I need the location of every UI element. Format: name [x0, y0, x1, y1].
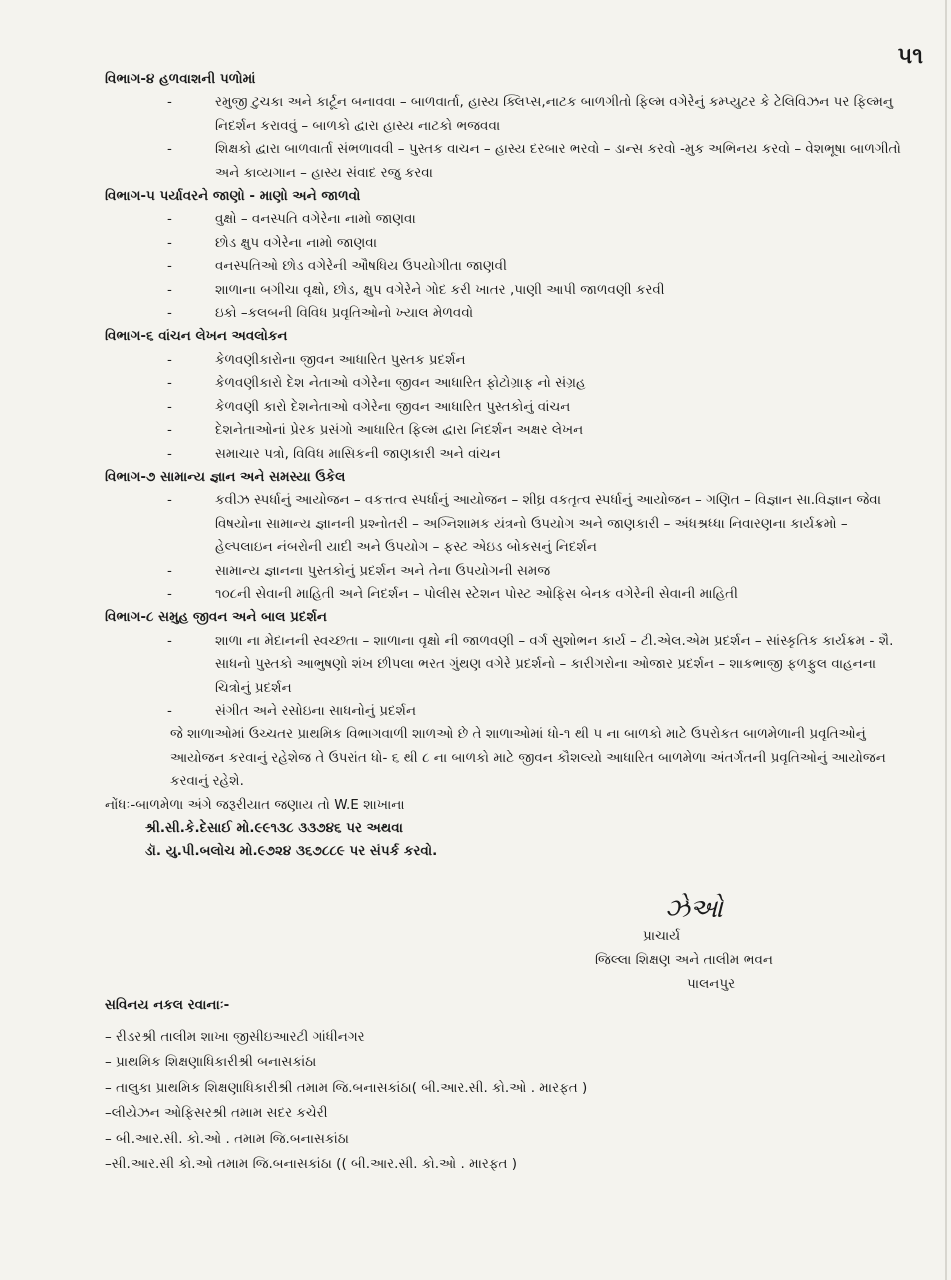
list-item-text: સામાન્ય જ્ઞાનના પુસ્તકોનું પ્રદર્શન અને તેના ઉપયોગની સમજ [215, 562, 551, 579]
list-item [105, 302, 905, 325]
copy-to-item: –લીયેઝન ઓફિસરશ્રી તમામ સદર કચેરી [105, 1105, 328, 1121]
list-item [105, 208, 905, 231]
bullet-dash: - [167, 422, 172, 439]
list-item [105, 419, 905, 442]
list-item-text: શાળાના બગીચા વૃક્ષો, છોડ, ક્ષુપ વગેરેને ગોદ કરી ખાતર ,પાણી આપી જાળવણી કરવી [215, 281, 665, 298]
bullet-dash: - [167, 445, 172, 462]
bullet-dash: - [167, 492, 172, 509]
section-heading: વિભાગ-૭ સામાન્ય જ્ઞાન અને સમસ્યા ઉકેલ [105, 468, 346, 485]
list-item [105, 583, 905, 606]
bullet-dash: - [167, 141, 172, 158]
list-item [105, 489, 905, 559]
note-line: નોંધઃ-બાળમેળા અંગે જરૂરીયાત જણાય તો W.E શાખાના [105, 796, 405, 813]
copy-to-heading: સવિનય નકલ રવાનાઃ- [105, 997, 230, 1013]
list-item-text: શાળા ના મેદાનની સ્વચ્છતા – શાળાના વૃક્ષો ની જાળવણી – વર્ગ સુશોભન કાર્ય – ટી.એલ.એમ પ્રદર્શન – સાંસ્કૃતિક કાર્યક્રમ - શૈ. સાધનો પુસ્તકો આભુષણો શંખ છીપલા ભરત ગુંથણ વગેરે પ્રદર્શનો – કારીગરોના ઓજાર પ્રદર્શન – શાકભાજી ફળફુલ વાહનના ચિત્રોનું પ્રદર્શન [215, 632, 894, 696]
list-item-text: ઇકો –કલબની વિવિધ પ્રવૃતિઓનો ખ્યાલ મેળવવો [215, 305, 474, 322]
list-item [105, 138, 905, 185]
section-heading: વિભાગ-૪ હળવાશની પળોમાં [105, 71, 256, 87]
bullet-dash: - [167, 398, 172, 415]
copy-to-item: – બી.આર.સી. કો.ઓ . તમામ જિ.બનાસકાંઠા [105, 1130, 349, 1147]
bullet-dash: - [167, 632, 172, 649]
bullet-dash: - [167, 281, 172, 298]
list-item [105, 349, 905, 372]
copy-to-item: – પ્રાથમિક શિક્ષણાધિકારીશ્રી બનાસકાંઠા [105, 1054, 317, 1070]
section-heading: વિભાગ-૬ વાંચન લેખન અવલોકન [105, 328, 288, 345]
list-item-text: રમુજી ટુચકા અને કાર્ટૂન બનાવવા – બાળવાર્તા, હાસ્ય ક્લિપ્સ,નાટક બાળગીતો ફિલ્મ વગેરેનું કમ્પ્યુટર કે ટેલિવિઝન પર ફિલ્મનુ નિદર્શન કરાવવું – બાળકો દ્વારા હાસ્ય નાટકો ભજવવા [215, 94, 893, 134]
list-item [105, 396, 905, 419]
list-item-text: શિક્ષકો દ્વારા બાળવાર્તા સંભળાવવી – પુસ્તક વાચન – હાસ્ય દરબાર ભરવો – ડાન્સ કરવો -મુક અભિનય કરવો – વેશભૂષા બાળગીતો અને કાવ્યગાન – હાસ્ય સંવાદ રજુ કરવા [215, 141, 901, 181]
list-item [105, 372, 905, 395]
bullet-dash: - [167, 375, 172, 392]
bullet-dash: - [167, 305, 172, 322]
list-item [105, 279, 905, 302]
sections-body [105, 68, 905, 864]
list-item [105, 630, 905, 700]
list-item-text: દેશનેતાઓનાં પ્રેરક પ્રસંગો આધારિત ફિલ્મ દ્વારા નિદર્શન અક્ષર લેખન [215, 422, 584, 439]
signature-mark: ઝેઓ [665, 894, 723, 924]
bullet-dash: - [167, 585, 172, 602]
signature-place: પાલનપુર [687, 976, 736, 992]
section-heading: વિભાગ-૮ સમુહ જીવન અને બાલ પ્રદર્શન [105, 609, 327, 626]
list-item-text: છોડ ક્ષુપ વગેરેના નામો જાણવા [215, 234, 378, 251]
list-item [105, 255, 905, 278]
list-item [105, 560, 905, 583]
signature-block [595, 894, 855, 996]
list-item-text: વુક્ષો – વનસ્પતિ વગેરેના નામો જાણવા [215, 211, 416, 228]
list-item-text: કેળવણીકારો દેશ નેતાઓ વગેરેના જીવન આધારિત ફોટોગ્રાફ નો સંગ્રહ [215, 375, 586, 392]
copy-to-item: – રીડરશ્રી તાલીમ શાખા જીસીઇઆરટી ગાંધીનગર [105, 1028, 365, 1045]
list-item-text: વનસ્પતિઓ છોડ વગેરેની ઔષધિય ઉપયોગીતા જાણવી [215, 258, 507, 275]
bullet-dash: - [167, 258, 172, 275]
copy-to-block [105, 993, 805, 1178]
copy-to-item: –સી.આર.સી કો.ઓ તમામ જિ.બનાસકાંઠા (( બી.આર.સી. કો.ઓ . મારફત ) [105, 1156, 518, 1172]
list-item [105, 232, 905, 255]
contact-line: ડૉ. યુ.પી.બલોચ મો.૯૭૨૪ ૩૬૭૮૮૯ પર સંપર્ક કરવો. [145, 843, 438, 860]
copy-to-list [105, 1025, 805, 1178]
bullet-dash: - [167, 211, 172, 228]
bullet-dash: - [167, 234, 172, 251]
section-heading: વિભાગ-૫ પર્યાવરને જાણો - માણો અને જાળવો [105, 188, 361, 205]
list-item [105, 443, 905, 466]
signature-org: જિલ્લા શિક્ષણ અને તાલીમ ભવન [595, 952, 773, 968]
list-item-text: કેળવણી કારો દેશનેતાઓ વગેરેના જીવન આધારિત પુસ્તકોનું વાંચન [215, 398, 571, 415]
list-item-text: ૧૦૮ની સેવાની માહિતી અને નિદર્શન – પોલીસ સ્ટેશન પોસ્ટ ઓફિસ બેનક વગેરેની સેવાની માહિતી [215, 585, 738, 602]
list-item [105, 700, 905, 723]
bullet-dash: - [167, 562, 172, 579]
list-item-text: કેળવણીકારોના જીવન આધારિત પુસ્તક પ્રદર્શન [215, 351, 466, 368]
bullet-dash: - [167, 351, 172, 368]
list-item [105, 91, 905, 138]
bullet-dash: - [167, 94, 172, 111]
contact-line: શ્રી.સી.કે.દેસાઈ મો.૯૯૧૩૮ ૩૩૭૪૬ પર અથવા [145, 820, 403, 836]
list-item-text: સમાચાર પત્રો, વિવિધ માસિકની જાણકારી અને વાંચન [215, 445, 501, 462]
signature-title: પ્રાચાર્ય [643, 928, 681, 944]
list-item-text: કવીઝ સ્પર્ધાનું આયોજન – વકત્તત્વ સ્પર્ધાનું આયોજન – શીઘ્ર વકતૃત્વ સ્પર્ધાનું આયોજન – ગણિત – વિજ્ઞાન સા.વિજ્ઞાન જેવા વિષયોના સામાન્ય જ્ઞાનની પ્રશ્નોતરી – અગ્નિશામક યંત્રનો ઉપયોગ અને જાણકારી – અંધશ્રધ્ધા નિવારણના કાર્યક્રમો – હેલ્પલાઇન નંબરોની યાદી અને ઉપયોગ – ફસ્ટ એઇડ બોકસનું નિદર્શન [215, 492, 882, 556]
body-paragraph: જે શાળાઓમાં ઉચ્ચતર પ્રાથમિક વિભાગવાળી શાળઓ છે તે શાળાઓમાં ધો-૧ થી ૫ ના બાળકો માટે ઉપરોકત બાળમેળાની પ્રવૃતિઓનું આયોજન કરવાનું રહેશેજ તે ઉપરાંત ધો- ૬ થી ૮ ના બાળકો માટે જીવન કૌશલ્યો આધારિત બાળમેળા અંતર્ગતની પ્રવૃતિઓનું આયોજન કરવાનું રહેશે. [170, 726, 886, 790]
list-item-text: સંગીત અને રસોઇના સાધનોનું પ્રદર્શન [215, 702, 417, 719]
scan-edge [945, 0, 947, 1280]
page-number: ૫૧ [897, 44, 923, 69]
bullet-dash: - [167, 702, 172, 719]
copy-to-item: – તાલુકા પ્રાથમિક શિક્ષણાધિકારીશ્રી તમામ જિ.બનાસકાંઠા( બી.આર.સી. કો.ઓ . મારફત ) [105, 1079, 588, 1096]
